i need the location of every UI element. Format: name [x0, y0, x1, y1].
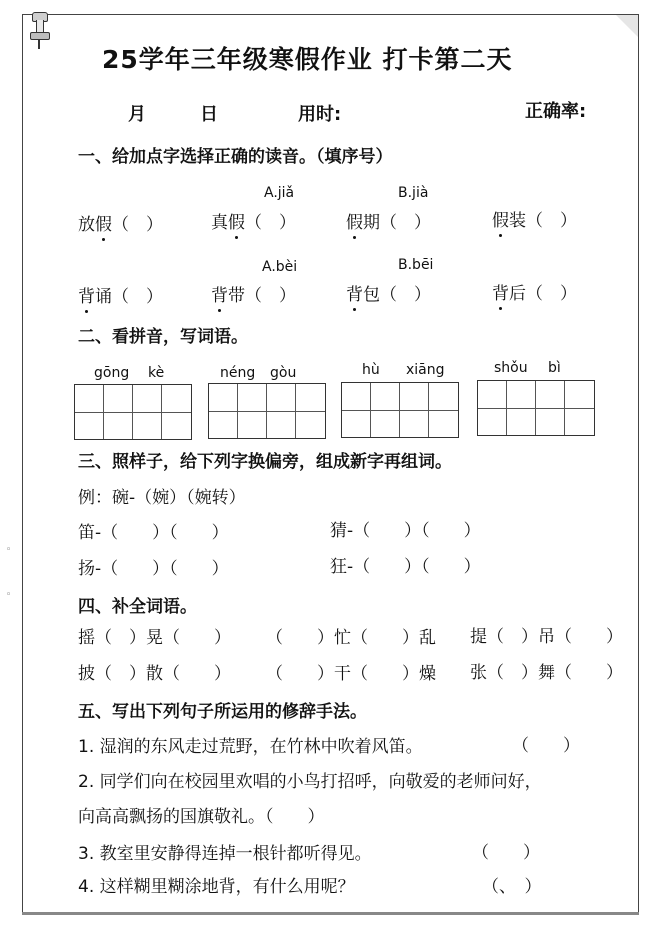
- section-1-heading: 一、给加点字选择正确的读音。（填序号）: [78, 147, 393, 167]
- swap-item: 狂-（ ）（ ）: [330, 557, 481, 577]
- item-jiaqi: 假期（ ）: [346, 213, 431, 233]
- pinyin: néng: [220, 365, 256, 381]
- time-label: 用时:: [298, 104, 342, 125]
- answer-blank: （ ）: [265, 807, 325, 827]
- section-3-heading: 三、照样子，给下列字换偏旁，组成新字再组词。: [78, 452, 452, 472]
- option-a: A.bèi: [262, 259, 298, 275]
- sentence-item: 1. 湿润的东风走过荒野，在竹林中吹着风笛。: [78, 737, 423, 757]
- pinyin: shǒu: [494, 360, 528, 376]
- writing-grid[interactable]: [208, 383, 326, 439]
- option-b: B.bēi: [398, 257, 434, 273]
- answer-blank: （ ）: [101, 523, 170, 543]
- page-bottom-edge: [22, 912, 639, 915]
- pinyin: gōng: [94, 365, 130, 381]
- option-a: A.jiǎ: [264, 185, 295, 201]
- answer-blank: （ ）: [421, 557, 481, 577]
- pinyin: xiāng: [406, 362, 445, 378]
- item-zhenjia: 真假（ ）: [211, 213, 296, 233]
- idiom-item: （ ）忙（ ）乱: [266, 628, 436, 648]
- day-label: 日: [200, 104, 218, 125]
- sentence-item: 3. 教室里安静得连掉一根针都听得见。: [78, 844, 372, 864]
- idiom-item: 提（ ）吊（ ）: [470, 627, 623, 647]
- writing-grid[interactable]: [477, 380, 595, 436]
- swap-item: 笛-（ ）（ ）: [78, 523, 229, 543]
- answer-blank: （ ）: [526, 284, 577, 304]
- answer-blank: （ ）: [380, 213, 431, 233]
- page-corner-fold: [616, 15, 638, 37]
- answer-blank: （ ）: [353, 521, 422, 541]
- answer-blank: （ ）: [526, 211, 577, 231]
- idiom-item: 摇（ ）晃（ ）: [78, 628, 231, 648]
- example-line: 例：碗-（婉）（婉转）: [78, 488, 246, 508]
- item-beisong: 背诵（ ）: [78, 287, 163, 307]
- option-b: B.jià: [398, 185, 429, 201]
- answer-blank: （ ）: [112, 215, 163, 235]
- answer-blank: （ ）: [101, 559, 170, 579]
- margin-mark: ◦: [6, 590, 12, 600]
- section-2-heading: 二、看拼音，写词语。: [78, 327, 248, 347]
- item-fangjia: 放假（ ）: [78, 215, 163, 235]
- item-beidai: 背带（ ）: [211, 286, 296, 306]
- sentence-item: 4. 这样糊里糊涂地背，有什么用呢？: [78, 877, 355, 897]
- answer-blank: （ ）: [169, 559, 229, 579]
- answer-blank: （ ）: [380, 285, 431, 305]
- idiom-item: 张（ ）舞（ ）: [470, 663, 623, 683]
- pinyin: kè: [148, 365, 165, 381]
- margin-mark: ◦: [6, 545, 12, 555]
- item-jiazhuang: 假装（ ）: [492, 211, 577, 231]
- item-beihou: 背后（ ）: [492, 284, 577, 304]
- swap-item: 猜-（ ）（ ）: [330, 521, 481, 541]
- answer-blank: （ ）: [353, 557, 422, 577]
- swap-item: 扬-（ ）（ ）: [78, 559, 229, 579]
- pinyin: bì: [548, 360, 561, 376]
- section-5-heading: 五、写出下列句子所运用的修辞手法。: [78, 702, 367, 722]
- answer-blank: （ ）: [112, 287, 163, 307]
- answer-blank: （ ）: [421, 521, 481, 541]
- pinyin: hù: [362, 362, 380, 378]
- pinyin: gòu: [270, 365, 297, 381]
- answer-blank: （ ）: [245, 213, 296, 233]
- sentence-continuation: 向高高飘扬的国旗敬礼。（ ）: [78, 807, 325, 827]
- answer-blank: （ ）: [245, 286, 296, 306]
- answer-blank: （ ）: [169, 523, 229, 543]
- section-4-heading: 四、补全词语。: [78, 597, 197, 617]
- answer-blank: （、 ）: [482, 877, 542, 897]
- answer-blank: （ ）: [512, 736, 580, 756]
- answer-blank: （ ）: [472, 843, 540, 863]
- idiom-item: （ ）干（ ）燥: [266, 664, 436, 684]
- page-title: 25学年三年级寒假作业 打卡第二天: [102, 45, 513, 74]
- month-label: 月: [128, 104, 146, 125]
- writing-grid[interactable]: [74, 384, 192, 440]
- pushpin-icon: [28, 12, 50, 48]
- idiom-item: 披（ ）散（ ）: [78, 664, 231, 684]
- sentence-item: 2. 同学们向在校园里欢唱的小鸟打招呼，向敬爱的老师问好，: [78, 772, 542, 792]
- item-beibao: 背包（ ）: [346, 285, 431, 305]
- writing-grid[interactable]: [341, 382, 459, 438]
- accuracy-label: 正确率:: [525, 101, 587, 122]
